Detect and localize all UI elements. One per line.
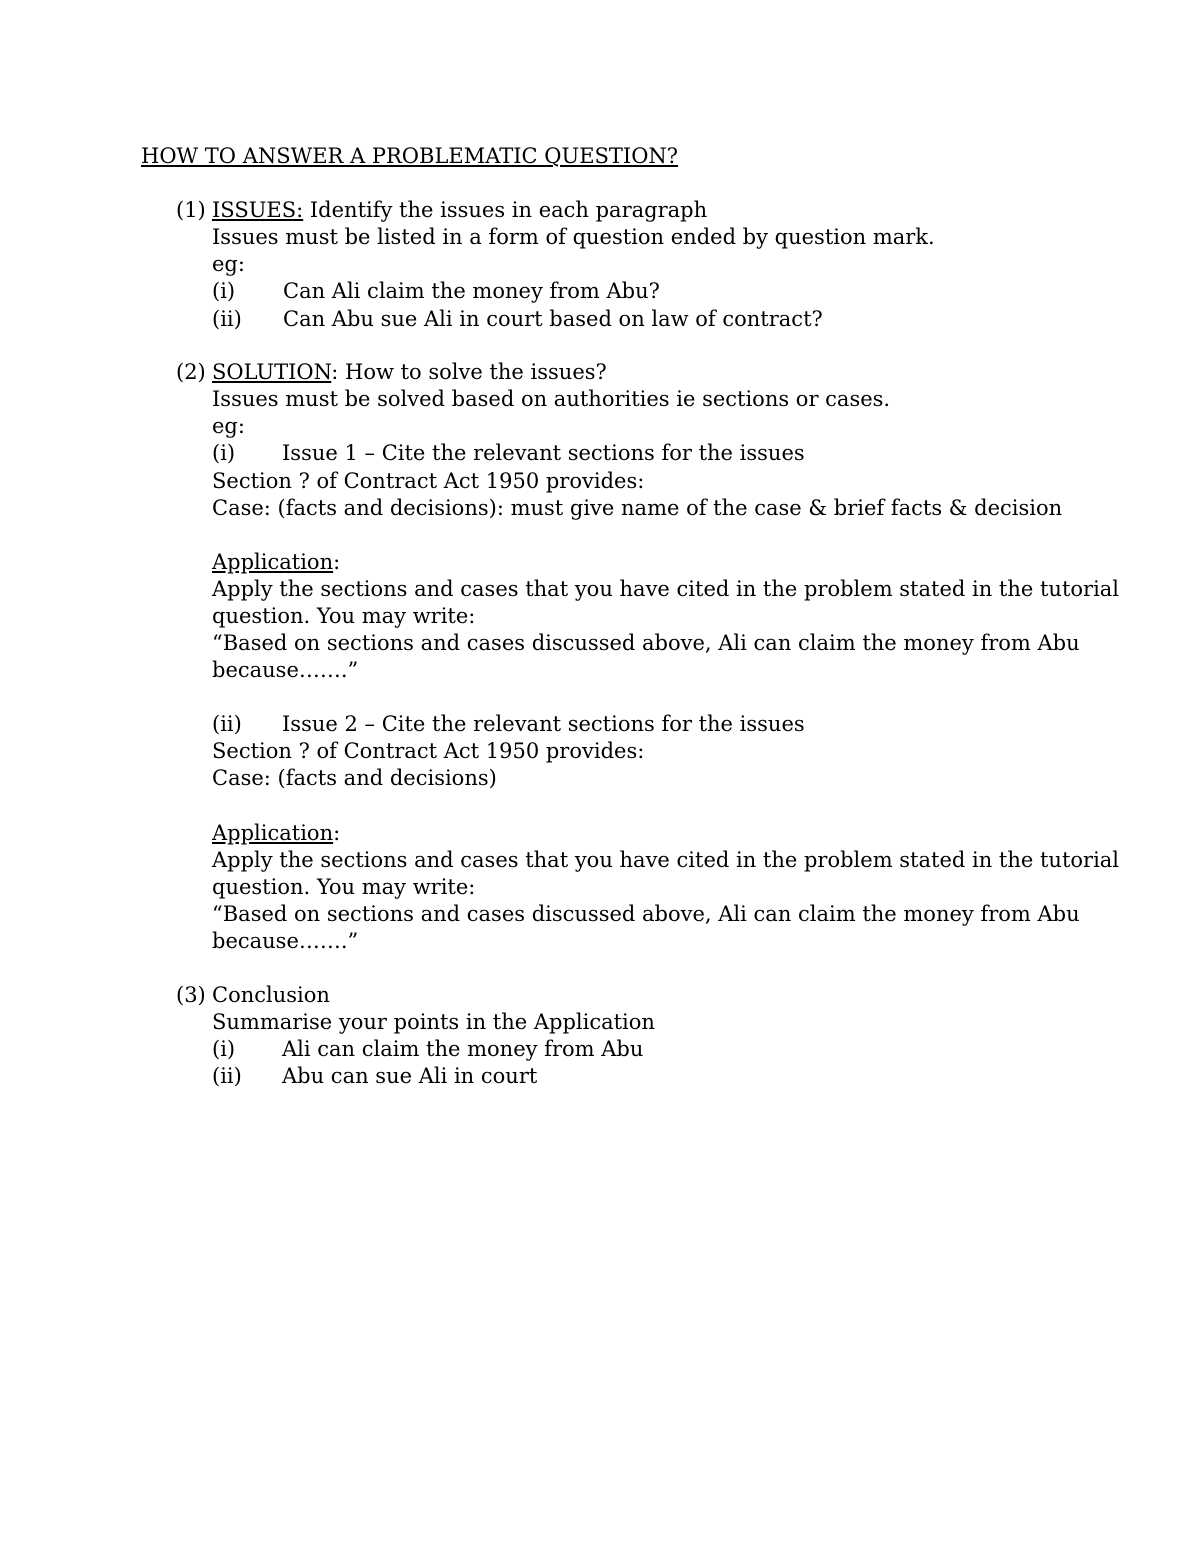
- issue-1-heading: [0, 440, 1200, 467]
- issues-heading-rest: Identify the issues in each paragraph: [303, 198, 708, 222]
- solution-eg-label: eg:: [212, 414, 245, 438]
- solution-instruction: Issues must be solved based on authorities ie sections or cases.: [212, 387, 891, 411]
- list-item-text: Ali can claim the money from Abu: [282, 1037, 644, 1061]
- issue-1-application-heading: [212, 549, 340, 576]
- solution-heading: SOLUTION: [212, 360, 332, 384]
- issues-heading: ISSUES:: [212, 198, 304, 222]
- section-number: (3): [176, 983, 206, 1007]
- issue-2-application-line: because…….”: [212, 929, 359, 953]
- list-item-text: Can Abu sue Ali in court based on law of contract?: [283, 307, 823, 331]
- list-item: [0, 1063, 1200, 1090]
- list-item-marker: (ii): [212, 1064, 242, 1088]
- section-number: (1): [176, 198, 206, 222]
- list-item-text: Issue 2 – Cite the relevant sections for the issues: [282, 712, 805, 736]
- issue-2-section: Section ? of Contract Act 1950 provides:: [212, 739, 645, 763]
- issue-1-application-line: Apply the sections and cases that you have cited in the problem stated in the tutorial: [212, 577, 1120, 601]
- application-heading: Application: [212, 550, 334, 574]
- list-item-text: Issue 1 – Cite the relevant sections for the issues: [282, 441, 805, 465]
- issue-2-application-line: Apply the sections and cases that you have cited in the problem stated in the tutorial: [212, 848, 1120, 872]
- solution-heading-line: [0, 359, 1200, 386]
- list-item-marker: (ii): [212, 307, 242, 331]
- issues-eg-label: eg:: [212, 252, 245, 276]
- list-item-marker: (ii): [212, 712, 242, 736]
- issue-1-case: Case: (facts and decisions): must give name of the case & brief facts & decision: [212, 496, 1063, 520]
- conclusion-heading-line: [0, 982, 1200, 1009]
- issue-2-application-line: “Based on sections and cases discussed above, Ali can claim the money from Abu: [212, 902, 1080, 926]
- list-item-marker: (i): [212, 1037, 236, 1061]
- issues-instruction: Issues must be listed in a form of question ended by question mark.: [212, 225, 935, 249]
- application-colon: :: [333, 550, 341, 574]
- solution-heading-group: [212, 359, 607, 386]
- list-item: [0, 1036, 1200, 1063]
- issue-2-application-heading: [212, 820, 340, 847]
- section-number: (2): [176, 360, 206, 384]
- issues-heading-group: [212, 197, 707, 224]
- list-item-marker: (i): [212, 441, 236, 465]
- list-item-marker: (i): [212, 279, 236, 303]
- conclusion-heading: Conclusion: [212, 983, 330, 1007]
- issue-2-case: Case: (facts and decisions): [212, 766, 497, 790]
- list-item-text: Can Ali claim the money from Abu?: [283, 279, 660, 303]
- issue-2-heading: [0, 711, 1200, 738]
- page-title: HOW TO ANSWER A PROBLEMATIC QUESTION?: [141, 144, 679, 168]
- issue-1-application-line: because…….”: [212, 658, 359, 682]
- list-item: [0, 306, 1200, 333]
- issue-1-section: Section ? of Contract Act 1950 provides:: [212, 469, 645, 493]
- solution-heading-rest: : How to solve the issues?: [331, 360, 607, 384]
- application-colon: :: [333, 821, 341, 845]
- issues-heading-line: [0, 197, 1200, 224]
- list-item-text: Abu can sue Ali in court: [282, 1064, 538, 1088]
- issue-1-application-line: question. You may write:: [212, 604, 476, 628]
- application-heading: Application: [212, 821, 334, 845]
- issue-1-application-line: “Based on sections and cases discussed above, Ali can claim the money from Abu: [212, 631, 1080, 655]
- issue-2-application-line: question. You may write:: [212, 875, 476, 899]
- conclusion-instruction: Summarise your points in the Application: [212, 1010, 655, 1034]
- list-item: [0, 278, 1200, 305]
